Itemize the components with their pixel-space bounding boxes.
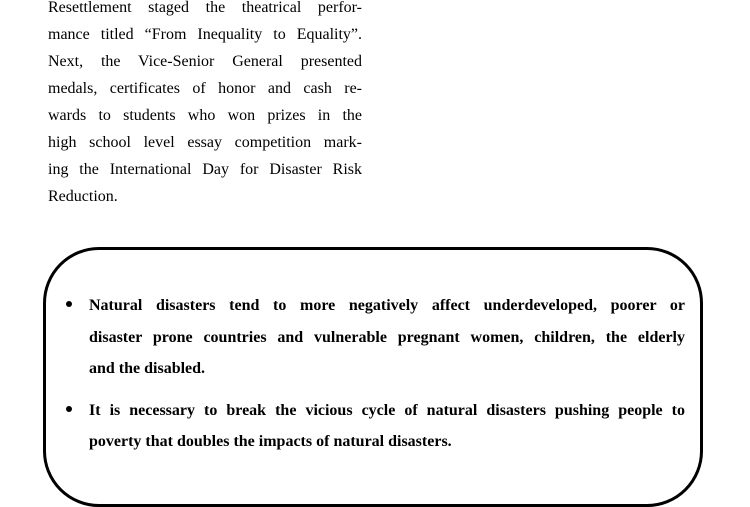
callout-bullet-list	[63, 290, 685, 468]
bullet-dot-icon	[66, 406, 72, 412]
bullet-line: poverty that doubles the impacts of natural disasters.	[89, 433, 452, 450]
bullet-line: disaster prone countries and vulnerable pregnant women, children, the elderly	[89, 328, 685, 346]
bullet-dot-icon	[66, 301, 72, 307]
bullet-line: and the disabled.	[89, 360, 206, 377]
paragraph-line: ing the International Day for Disaster Risk	[48, 161, 362, 178]
paragraph-line: Next, the Vice-Senior General presented	[48, 53, 362, 70]
paragraph-line: high school level essay competition mark-	[48, 134, 362, 151]
bullet-line: Natural disasters tend to more negatively affect underdeveloped, poorer or	[89, 297, 685, 314]
paragraph-line: wards to students who won prizes in the	[48, 107, 362, 124]
paragraph-line: Reduction.	[48, 188, 118, 205]
paragraph-line: Resettlement staged the theatrical perfor-	[48, 0, 362, 16]
article-paragraph	[48, 0, 362, 210]
callout-bullet-item	[63, 290, 685, 385]
paragraph-line: medals, certificates of honor and cash re-	[48, 80, 362, 97]
callout-bullet-item	[63, 395, 685, 458]
bullet-line: It is necessary to break the vicious cycle of natural disasters pushing people to	[89, 401, 685, 419]
paragraph-line: mance titled “From Inequality to Equality”.	[48, 26, 362, 43]
